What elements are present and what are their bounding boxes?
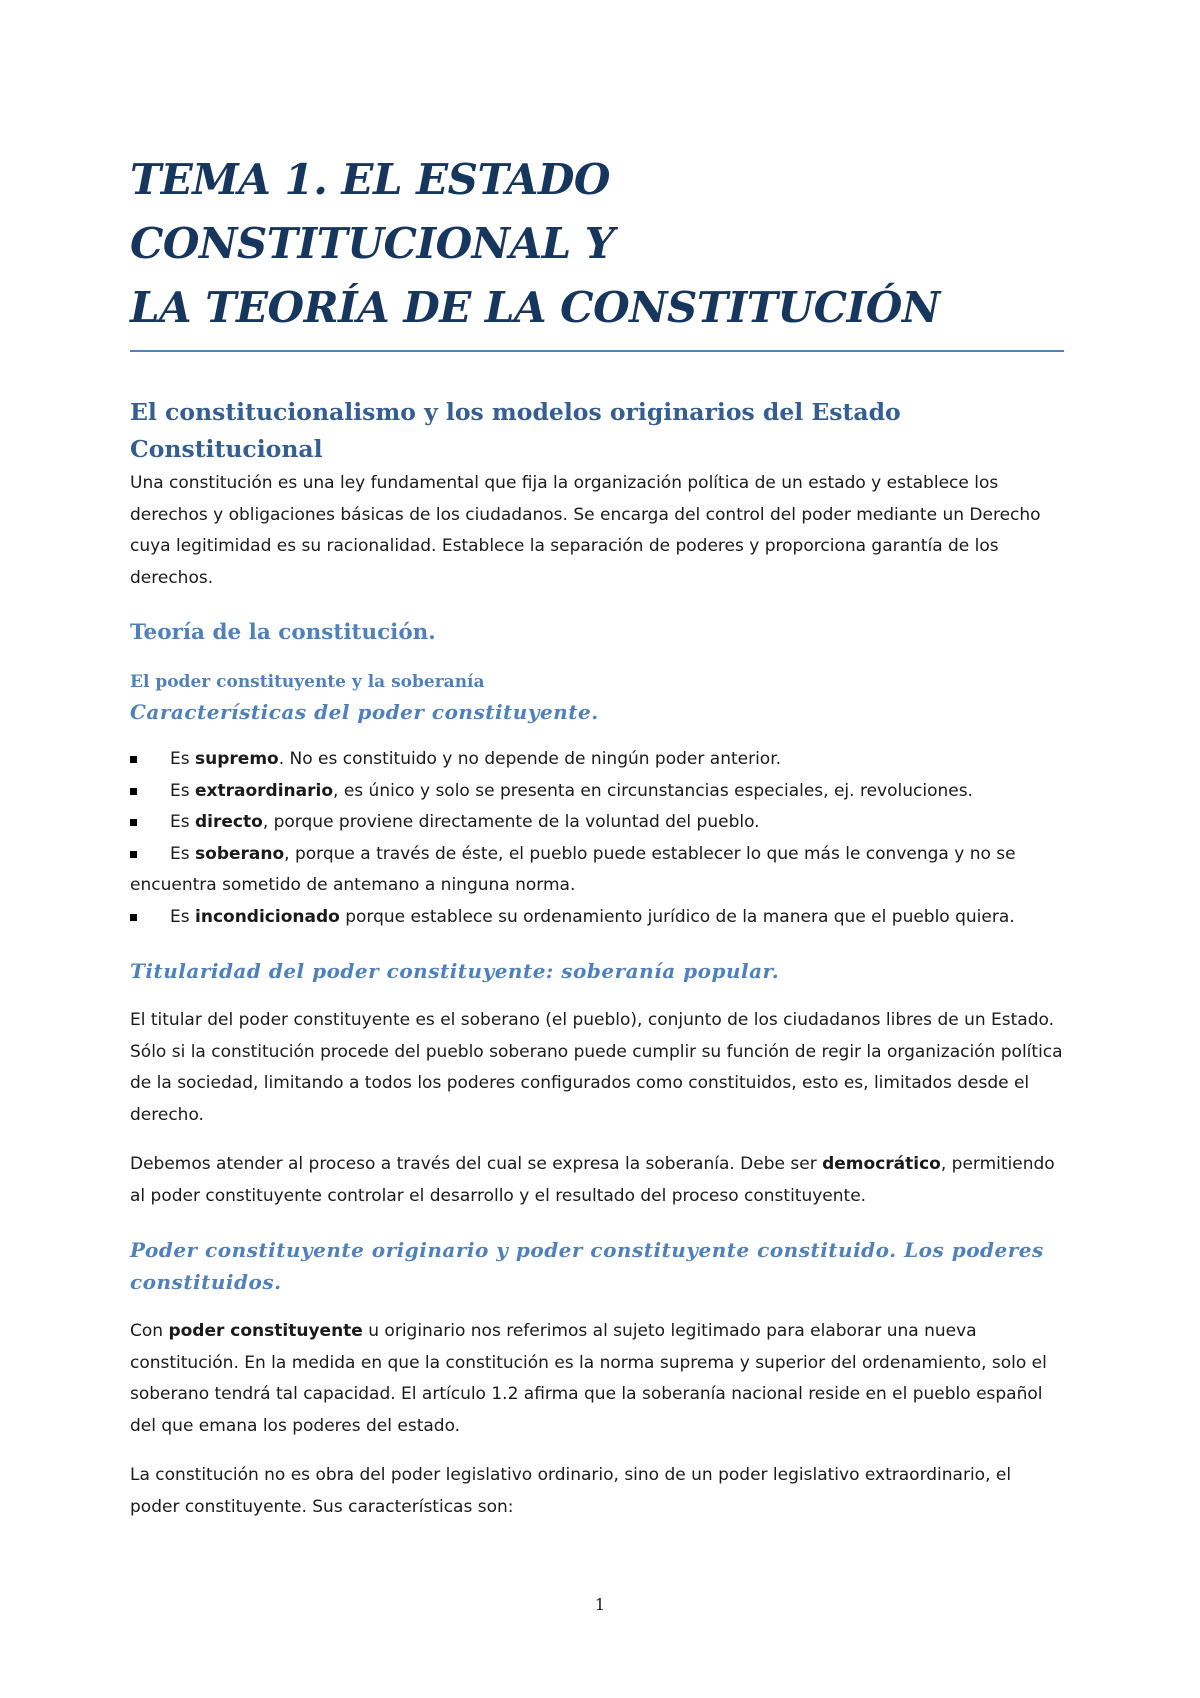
list-item: Es supremo. No es constituido y no depende de ningún poder anterior. xyxy=(130,744,1064,776)
title-line-2: LA TEORÍA DE LA CONSTITUCIÓN xyxy=(130,283,940,332)
paragraph-poder-originario: Con poder constituyente u originario nos referimos al sujeto legitimado para elaborar una nueva constitución. En la medida en que la constitución es la norma suprema y superior del ordenamiento, solo el soberano tendrá tal capacidad. El artículo 1.2 afirma que la soberanía nacional reside en el pueblo español del que emana los poderes del estado. xyxy=(130,1321,1047,1436)
subheading-poder-constituyente: El poder constituyente y la soberanía xyxy=(130,672,485,692)
paragraph-poder-legislativo: La constitución no es obra del poder legislativo ordinario, sino de un poder legislativo extraordinario, el poder constituyente. Sus características son: xyxy=(130,1465,1012,1517)
section-heading-teoria: Teoría de la constitución. xyxy=(130,620,436,645)
paragraph-constitucion: Una constitución es una ley fundamental que fija la organización política de un estado y establece los derechos y obligaciones básicas de los ciudadanos. Se encarga del control del poder mediante un Derecho cuya legitimidad es su racionalidad. Establece la separación de poderes y proporciona garantía de los derechos. xyxy=(130,473,1041,588)
bullet-square-icon xyxy=(130,756,137,763)
paragraph-titularidad: El titular del poder constituyente es el soberano (el pueblo), conjunto de los ciudadanos libres de un Estado. Sólo si la constitución procede del pueblo soberano puede cumplir su función de regir la organización política de la sociedad, limitando a todos los poderes configurados como constituidos, esto es, limitados desde el derecho. xyxy=(130,1010,1063,1125)
bullet-square-icon xyxy=(130,788,137,795)
bullet-square-icon xyxy=(130,819,137,826)
heading-caracteristicas: Características del poder constituyente. xyxy=(130,700,599,724)
heading-poder-originario: Poder constituyente originario y poder constituyente constituido. Los poderes constituidos. xyxy=(130,1238,1044,1294)
bullet-square-icon xyxy=(130,851,137,858)
paragraph-proceso: Debemos atender al proceso a través del cual se expresa la soberanía. Debe ser democrático, permitiendo al poder constituyente controlar el desarrollo y el resultado del proceso constituyente. xyxy=(130,1154,1055,1206)
list-item: Es incondicionado porque establece su ordenamiento jurídico de la manera que el pueblo quiera. xyxy=(130,902,1064,934)
heading-titularidad: Titularidad del poder constituyente: soberanía popular. xyxy=(130,959,780,983)
page-number: 1 xyxy=(594,1595,606,1614)
document-title xyxy=(130,148,1064,340)
list-item: Es extraordinario, es único y solo se presenta en circunstancias especiales, ej. revoluciones. xyxy=(130,776,1064,808)
list-item: Es directo, porque proviene directamente de la voluntad del pueblo. xyxy=(130,807,1064,839)
page-content xyxy=(130,148,1064,1523)
bullet-square-icon xyxy=(130,914,137,921)
title-line-1: TEMA 1. EL ESTADO CONSTITUCIONAL Y xyxy=(130,155,615,268)
section-heading-constitucionalismo: El constitucionalismo y los modelos originarios del Estado Constitucional xyxy=(130,398,901,463)
characteristics-list xyxy=(130,744,1064,933)
list-item: Es soberano, porque a través de éste, el pueblo puede establecer lo que más le convenga y no se encuentra sometido de antemano a ninguna norma. xyxy=(130,843,1016,895)
title-underline xyxy=(130,350,1064,352)
